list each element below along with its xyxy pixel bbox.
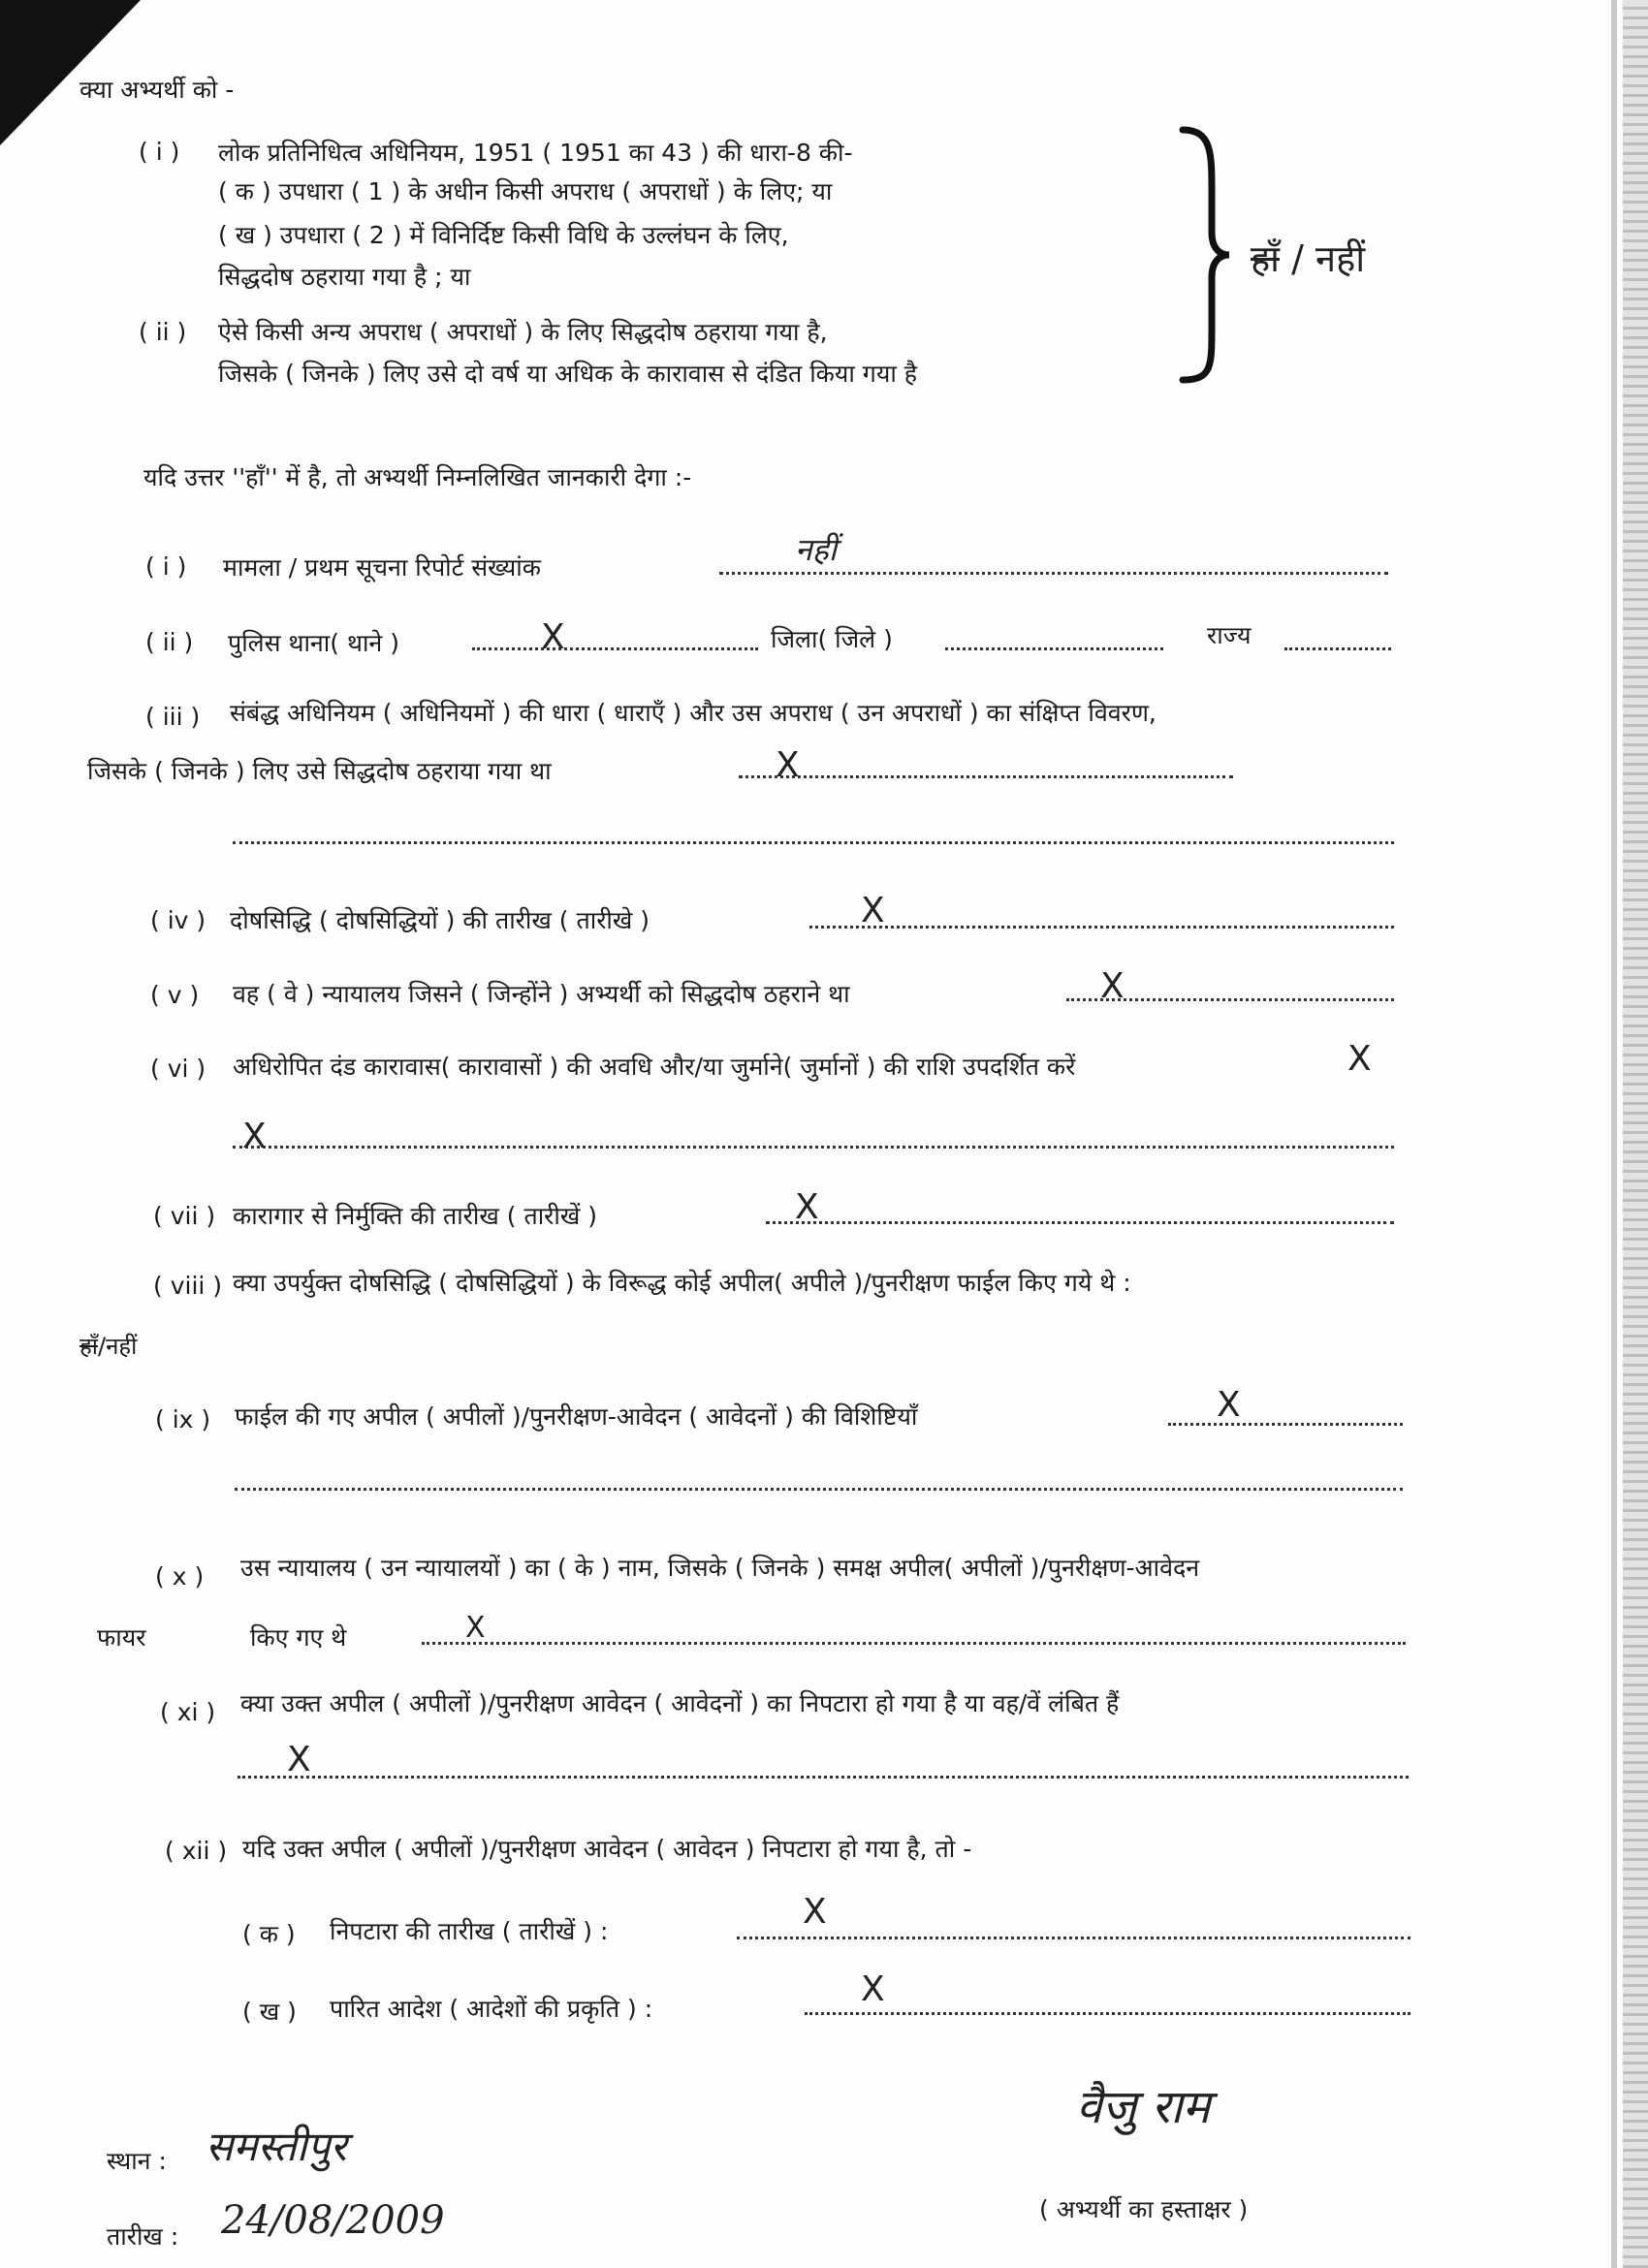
item-iv-text: दोषसिद्धि ( दोषसिद्धियों ) की तारीख ( तारीखे ) <box>230 906 650 934</box>
item-vii-mark: X <box>795 1187 819 1227</box>
item-xii-a-blank <box>737 1937 1410 1939</box>
item-iii-num: ( iii ) <box>145 703 201 731</box>
item-i-text: मामला / प्रथम सूचना रिपोर्ट संख्यांक <box>223 553 541 582</box>
item-xii-b-mark: X <box>861 1969 885 2009</box>
item-iii-blank2 <box>233 841 1394 844</box>
item-vi-mark2: X <box>242 1117 267 1156</box>
item-iv-blank <box>809 926 1394 929</box>
q-ii-line2: जिसके ( जिनके ) लिए उसे दो वर्ष या अधिक के कारावास से दंडित किया गया है <box>218 360 918 388</box>
item-iv-num: ( iv ) <box>150 906 206 934</box>
date-label: तारीख : <box>107 2222 179 2251</box>
item-viii-yes: हाँ <box>79 1333 98 1360</box>
item-v-text: वह ( वे ) न्यायालय जिसने ( जिन्होंने ) अभ्यर्थी को सिद्धदोष ठहराने था <box>233 980 850 1008</box>
item-v-num: ( v ) <box>150 981 200 1009</box>
item-iii-mark: X <box>776 745 800 785</box>
item-ii-district: जिला( जिले ) <box>771 625 893 653</box>
item-xii-b-blank <box>805 2012 1410 2015</box>
place-label: स्थान : <box>107 2147 167 2175</box>
item-ii-num: ( ii ) <box>145 628 194 656</box>
item-xi-blank <box>238 1776 1409 1779</box>
item-v-mark: X <box>1100 966 1125 1006</box>
item-i-blank <box>719 572 1388 575</box>
answer-sep: / <box>1291 237 1304 280</box>
item-xii-a-mark: X <box>803 1892 827 1932</box>
answer-no: नहीं <box>1315 237 1366 280</box>
signature-label: ( अभ्यर्थी का हस्ताक्षर ) <box>1039 2195 1249 2223</box>
item-viii-text: क्या उपर्युक्त दोषसिद्धि ( दोषसिद्धियों ) के विरूद्ध कोई अपील( अपीले )/पुनरीक्षण फाईल किए गये थे : <box>233 1269 1131 1297</box>
item-ix-blank <box>1168 1423 1403 1426</box>
item-xii-a-text: निपटारा की तारीख ( तारीखें ) : <box>330 1917 609 1945</box>
item-x-blank <box>422 1642 1406 1645</box>
answer-yes-no <box>1251 233 1365 283</box>
item-ix-num: ( ix ) <box>155 1405 211 1433</box>
item-xi-num: ( xi ) <box>160 1698 216 1726</box>
item-x-text2: किए गए थे <box>250 1623 347 1652</box>
q-i-line4: सिद्धदोष ठहराया गया है ; या <box>218 263 471 291</box>
item-iii-text: संबंद्ध अधिनियम ( अधिनियमों ) की धारा ( धाराएँ ) और उस अपराध ( उन अपराधों ) का संक्षिप्त विवरण, <box>230 699 1157 727</box>
q-i-num: ( i ) <box>139 138 180 166</box>
place-value: समस्तीपुर <box>206 2123 347 2170</box>
item-ii-blank-station <box>472 647 758 650</box>
item-vi-text: अधिरोपित दंड कारावास( कारावासों ) की अवधि और/या जुर्माने( जुर्मानों ) की राशि उपदर्शित करें <box>233 1053 1076 1081</box>
item-viii-num: ( viii ) <box>153 1272 223 1300</box>
item-i-value: नहीं <box>795 531 838 568</box>
answer-yes: हाँ <box>1251 237 1281 280</box>
item-xii-num: ( xii ) <box>165 1837 228 1865</box>
item-x-mark: X <box>465 1611 486 1645</box>
date-value: 24/08/2009 <box>221 2198 445 2243</box>
curly-brace <box>1173 124 1231 386</box>
item-x-num: ( x ) <box>155 1562 205 1591</box>
item-viii-answer <box>79 1330 137 1362</box>
item-viii-no: नहीं <box>106 1333 138 1360</box>
item-xii-text: यदि उक्त अपील ( अपीलों )/पुनरीक्षण आवेदन ( आवेदन ) निपटारा हो गया है, तो - <box>242 1835 972 1863</box>
item-ii-mark: X <box>541 617 565 657</box>
item-ix-text: फाईल की गए अपील ( अपीलों )/पुनरीक्षण-आवेदन ( आवेदनों ) की विशिष्टियाँ <box>235 1402 918 1431</box>
item-ii-blank-district <box>945 647 1163 650</box>
item-ix-mark: X <box>1217 1385 1241 1425</box>
item-vi-num: ( vi ) <box>150 1055 206 1083</box>
intro-text: क्या अभ्यर्थी को - <box>79 76 235 104</box>
item-vii-text: कारागार से निर्मुक्ति की तारीख ( तारीखें ) <box>233 1202 598 1230</box>
item-vi-blank <box>233 1146 1394 1149</box>
item-i-num: ( i ) <box>145 552 187 581</box>
item-xi-text: क्या उक्त अपील ( अपीलों )/पुनरीक्षण आवेदन ( आवेदनों ) का निपटारा हो गया है या वह/वें लंबित हैं <box>240 1689 1120 1717</box>
q-i-line2: ( क ) उपधारा ( 1 ) के अधीन किसी अपराध ( अपराधों ) के लिए; या <box>218 177 833 205</box>
item-x-side: फायर <box>97 1623 146 1652</box>
if-yes-text: यदि उत्तर ''हाँ'' में है, तो अभ्यर्थी निम्नलिखित जानकारी देगा :- <box>143 463 692 491</box>
item-ii-text: पुलिस थाना( थाने ) <box>228 629 399 657</box>
item-xii-a-num: ( क ) <box>242 1920 296 1948</box>
item-vi-mark: X <box>1347 1039 1372 1079</box>
q-i-line1: लोक प्रतिनिधित्व अधिनियम, 1951 ( 1951 का 43 ) की धारा-8 की- <box>218 139 853 167</box>
q-i-line3: ( ख ) उपधारा ( 2 ) में विनिर्दिष्ट किसी विधि के उल्लंघन के लिए, <box>218 221 789 249</box>
item-x-text: उस न्यायालय ( उन न्यायालयों ) का ( के ) नाम, जिसके ( जिनके ) समक्ष अपील( अपीलों )/पुनरीक्षण-आवेदन <box>240 1554 1200 1582</box>
scan-edge-texture <box>1623 0 1648 2268</box>
item-vii-blank <box>766 1221 1394 1224</box>
q-ii-line1: ऐसे किसी अन्य अपराध ( अपराधों ) के लिए सिद्धदोष ठहराया गया है, <box>218 318 828 346</box>
item-ii-state: राज्य <box>1207 621 1252 649</box>
item-ii-blank-state <box>1284 647 1391 650</box>
item-iii-text2: जिसके ( जिनके ) लिए उसे सिद्धदोष ठहराया गया था <box>87 757 552 785</box>
item-xii-b-text: पारित आदेश ( आदेशों की प्रकृति ) : <box>330 1995 653 2023</box>
item-xi-mark: X <box>287 1740 311 1780</box>
item-iii-blank1 <box>739 775 1233 778</box>
item-vii-num: ( vii ) <box>153 1202 216 1230</box>
signature: वैजु राम <box>1076 2080 1211 2134</box>
scan-edge-shadow <box>1611 0 1617 2268</box>
item-iv-mark: X <box>861 891 885 930</box>
item-ix-blank2 <box>235 1488 1403 1491</box>
item-viii-sep: / <box>97 1333 107 1360</box>
q-ii-num: ( ii ) <box>139 318 187 346</box>
item-xii-b-num: ( ख ) <box>242 1998 297 2026</box>
